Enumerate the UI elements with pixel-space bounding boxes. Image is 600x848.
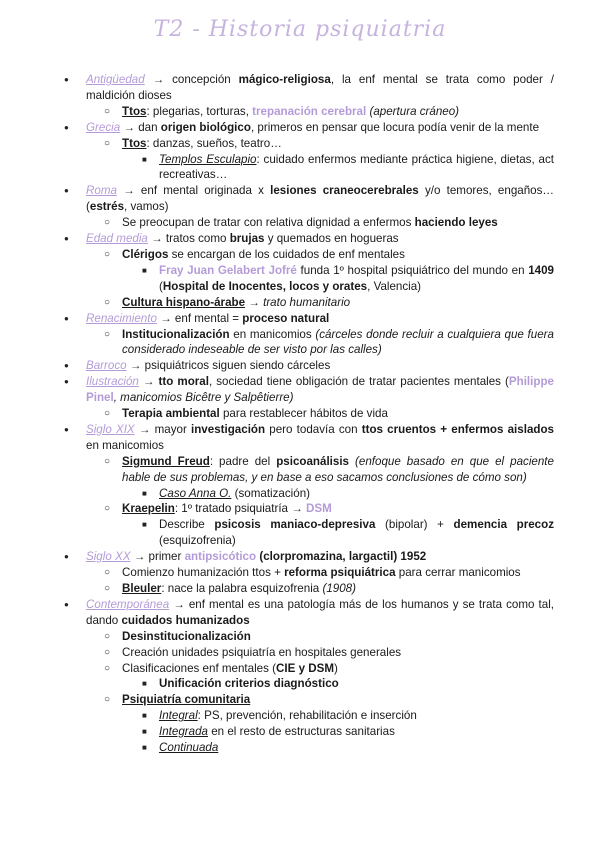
text-bold: Desinstitucionalización — [122, 629, 251, 643]
text-bold: estrés — [89, 200, 125, 214]
text: → concepción — [144, 73, 239, 86]
list-item-comunitaria — [0, 692, 600, 708]
text: (esquizofrenia) — [159, 534, 236, 548]
text: : 1º tratado psiquiatría → — [174, 502, 307, 516]
era-label: Siglo XX — [86, 550, 131, 564]
text: , la enf mental se trata como poder / maldición dioses — [86, 73, 554, 102]
list-item-integral — [0, 708, 600, 724]
text-label: Integral — [159, 709, 198, 723]
text: → tratos como — [147, 232, 230, 246]
text-bold: investigación — [191, 422, 266, 436]
text-bold: Hospital de Inocentes, locos y orates — [162, 279, 368, 293]
list-item-grecia-ttos — [0, 136, 600, 152]
list-item-barroco — [0, 358, 600, 374]
list-item-edad-media — [0, 231, 600, 247]
text-bold: CIE y DSM — [276, 661, 334, 675]
list-item-continuada — [0, 740, 600, 756]
list-item-unif — [0, 676, 600, 692]
text-bold: Terapia ambiental — [122, 407, 220, 421]
text: (bipolar) + — [375, 518, 454, 532]
list-item-ilustracion-sub — [0, 406, 600, 422]
era-label: Ilustración — [86, 375, 139, 389]
text: y quemados en hogueras — [264, 232, 399, 246]
text: Se preocupan de tratar con relativa dignidad a enfermos — [122, 216, 415, 230]
text-italic: (apertura cráneo) — [369, 104, 460, 118]
text: funda 1º hospital psiquiátrico del mundo en — [296, 263, 529, 277]
text-highlight: Philippe Pinel — [86, 375, 554, 405]
list-item-creacion — [0, 645, 600, 661]
text: → mayor — [134, 422, 191, 436]
text: → primer — [130, 550, 185, 564]
text: → — [138, 375, 159, 389]
list-item-grecia-templos — [0, 152, 600, 184]
text: en manicomios — [229, 327, 316, 341]
list-item-desinst — [0, 629, 600, 645]
text: Creación unidades psiquiatría en hospitales generales — [122, 645, 402, 659]
list-item-integrada — [0, 724, 600, 740]
list-item-renacimiento — [0, 311, 600, 327]
text-highlight: antipsicótico — [184, 550, 257, 564]
text: , sociedad tiene obligación de tratar pacientes mentales ( — [208, 375, 509, 389]
list-item-kraepelin — [0, 501, 600, 517]
era-label: Grecia — [86, 120, 121, 134]
text-italic: (cárceles donde recluir a cualquiera que fuera considerado indeseable de ser visto por las calles) — [122, 327, 554, 357]
text-bold: haciendo leyes — [414, 216, 498, 230]
list-item-siglo-20-sub — [0, 565, 600, 581]
text: Describe — [159, 518, 215, 532]
text: → enf mental originada x — [116, 184, 271, 198]
text-bold: brujas — [229, 232, 265, 246]
text-bold: mágico-religiosa — [238, 73, 331, 86]
text-bold: 1409 — [528, 263, 554, 277]
text-bold: demencia precoz — [453, 518, 554, 532]
text-bold: ttos cruentos + enfermos aislados — [361, 422, 555, 436]
text: , Valencia) — [367, 279, 422, 293]
text: : PS, prevención, rehabilitación e inserción — [197, 709, 417, 723]
text-highlight: trepanación cerebral — [252, 104, 367, 118]
era-label: Siglo XIX — [86, 422, 135, 436]
text: → psiquiátricos siguen siendo cárceles — [126, 359, 331, 373]
text: Clasificaciones enf mentales ( — [122, 661, 277, 675]
era-label: Antigüedad — [86, 73, 145, 86]
text-italic: (1908) — [322, 582, 356, 595]
text-bold: tto moral — [158, 375, 209, 389]
text-bold: Clérigos — [122, 247, 169, 261]
era-label: Renacimiento — [86, 311, 157, 325]
text-bold: reforma psiquiátrica — [284, 566, 396, 580]
text: se encargan de los cuidados de enf mentales — [168, 247, 405, 261]
text: , vamos) — [124, 200, 169, 214]
text: , primeros en pensar que locura podía venir de la mente — [250, 120, 540, 134]
list-item-describe — [0, 517, 600, 549]
text-label: Psiquiatría comunitaria — [122, 693, 251, 707]
text-bold: Cultura hispano-árabe — [122, 295, 246, 309]
notes-list — [0, 72, 600, 756]
text: y/o temores, engaños… ( — [86, 184, 554, 214]
text-bold: psicoanálisis — [276, 454, 350, 468]
text-bold: lesiones craneocerebrales — [270, 184, 419, 198]
text-label: Kraepelin — [122, 502, 175, 516]
text-label: Caso Anna O. — [159, 486, 232, 500]
list-item-antiguedad — [0, 72, 600, 104]
text: (somatización) — [231, 486, 311, 500]
text-bold: (clorpromazina, largactil) 1952 — [259, 550, 427, 564]
text-highlight: Fray Juan Gelabert Jofré — [159, 263, 297, 277]
list-item-renacimiento-sub — [0, 327, 600, 359]
text-highlight: DSM — [306, 502, 332, 516]
text-bold: proceso natural — [242, 311, 330, 325]
text: pero todavía con — [265, 422, 362, 436]
list-item-grecia — [0, 120, 600, 136]
list-item-siglo-20 — [0, 549, 600, 565]
text-label: Bleuler — [122, 582, 162, 595]
era-label: Roma — [86, 184, 117, 198]
page-title: T2 - Historia psiquiatria — [153, 17, 447, 42]
list-item-anna — [0, 486, 600, 502]
text: → dan — [120, 120, 161, 134]
era-label: Barroco — [86, 359, 127, 373]
list-item-roma — [0, 183, 600, 215]
text-label: Templos Esculapio — [159, 152, 257, 166]
text-italic: trato humanitario — [263, 295, 351, 309]
text-label: Continuada — [159, 741, 219, 755]
text: : cuidado enfermos mediante práctica higiene, dietas, act recreativas… — [159, 152, 554, 182]
list-item-contemporanea — [0, 597, 600, 629]
era-label: Contemporánea — [86, 597, 170, 611]
text-label: Integrada — [159, 725, 208, 739]
text-label: Ttos — [122, 104, 147, 118]
text: : nace la palabra esquizofrenia — [161, 582, 323, 595]
text: en manicomios — [86, 438, 164, 452]
list-item-fray — [0, 263, 600, 295]
list-item-antiguedad-ttos — [0, 104, 600, 120]
list-item-ilustracion — [0, 374, 600, 406]
list-item-siglo-19 — [0, 422, 600, 454]
era-label: Edad media — [86, 232, 148, 246]
text-italic: , manicomios Bicêtre y Salpêtierre) — [113, 391, 294, 405]
text: ( — [159, 279, 163, 293]
text: ) — [334, 661, 338, 675]
text: Comienzo humanización ttos + — [122, 566, 285, 580]
list-item-clasif — [0, 661, 600, 677]
text-label: Sigmund Freud — [122, 454, 210, 468]
list-item-freud — [0, 454, 600, 486]
text: en el resto de estructuras sanitarias — [208, 725, 395, 739]
text-label: Ttos — [122, 136, 147, 150]
text-bold: origen biológico — [160, 120, 251, 134]
text: : danzas, sueños, teatro… — [146, 136, 282, 150]
text-bold: Institucionalización — [122, 327, 230, 341]
text-bold: psicosis maniaco-depresiva — [214, 518, 376, 532]
text-italic: (enfoque basado en que el paciente hable de sus problemas, y en base a eso sacamos conclusiones de cómo son) — [122, 454, 554, 484]
list-item-clerigos — [0, 247, 600, 263]
text: → enf mental = — [156, 311, 243, 325]
text: → enf mental es una patología más de los humanos y se trata como tal, dando — [86, 597, 554, 627]
text-bold: Unificación criterios diagnóstico — [159, 677, 339, 691]
text: → — [245, 295, 264, 309]
text: para cerrar manicomios — [395, 566, 521, 580]
text-bold: cuidados humanizados — [121, 613, 250, 627]
text: para restablecer hábitos de vida — [219, 407, 388, 421]
list-item-roma-sub — [0, 215, 600, 231]
text: : plegarias, torturas, — [146, 104, 253, 118]
text: : padre del — [209, 454, 277, 468]
list-item-cultura — [0, 295, 600, 311]
list-item-bleuler — [0, 581, 600, 597]
